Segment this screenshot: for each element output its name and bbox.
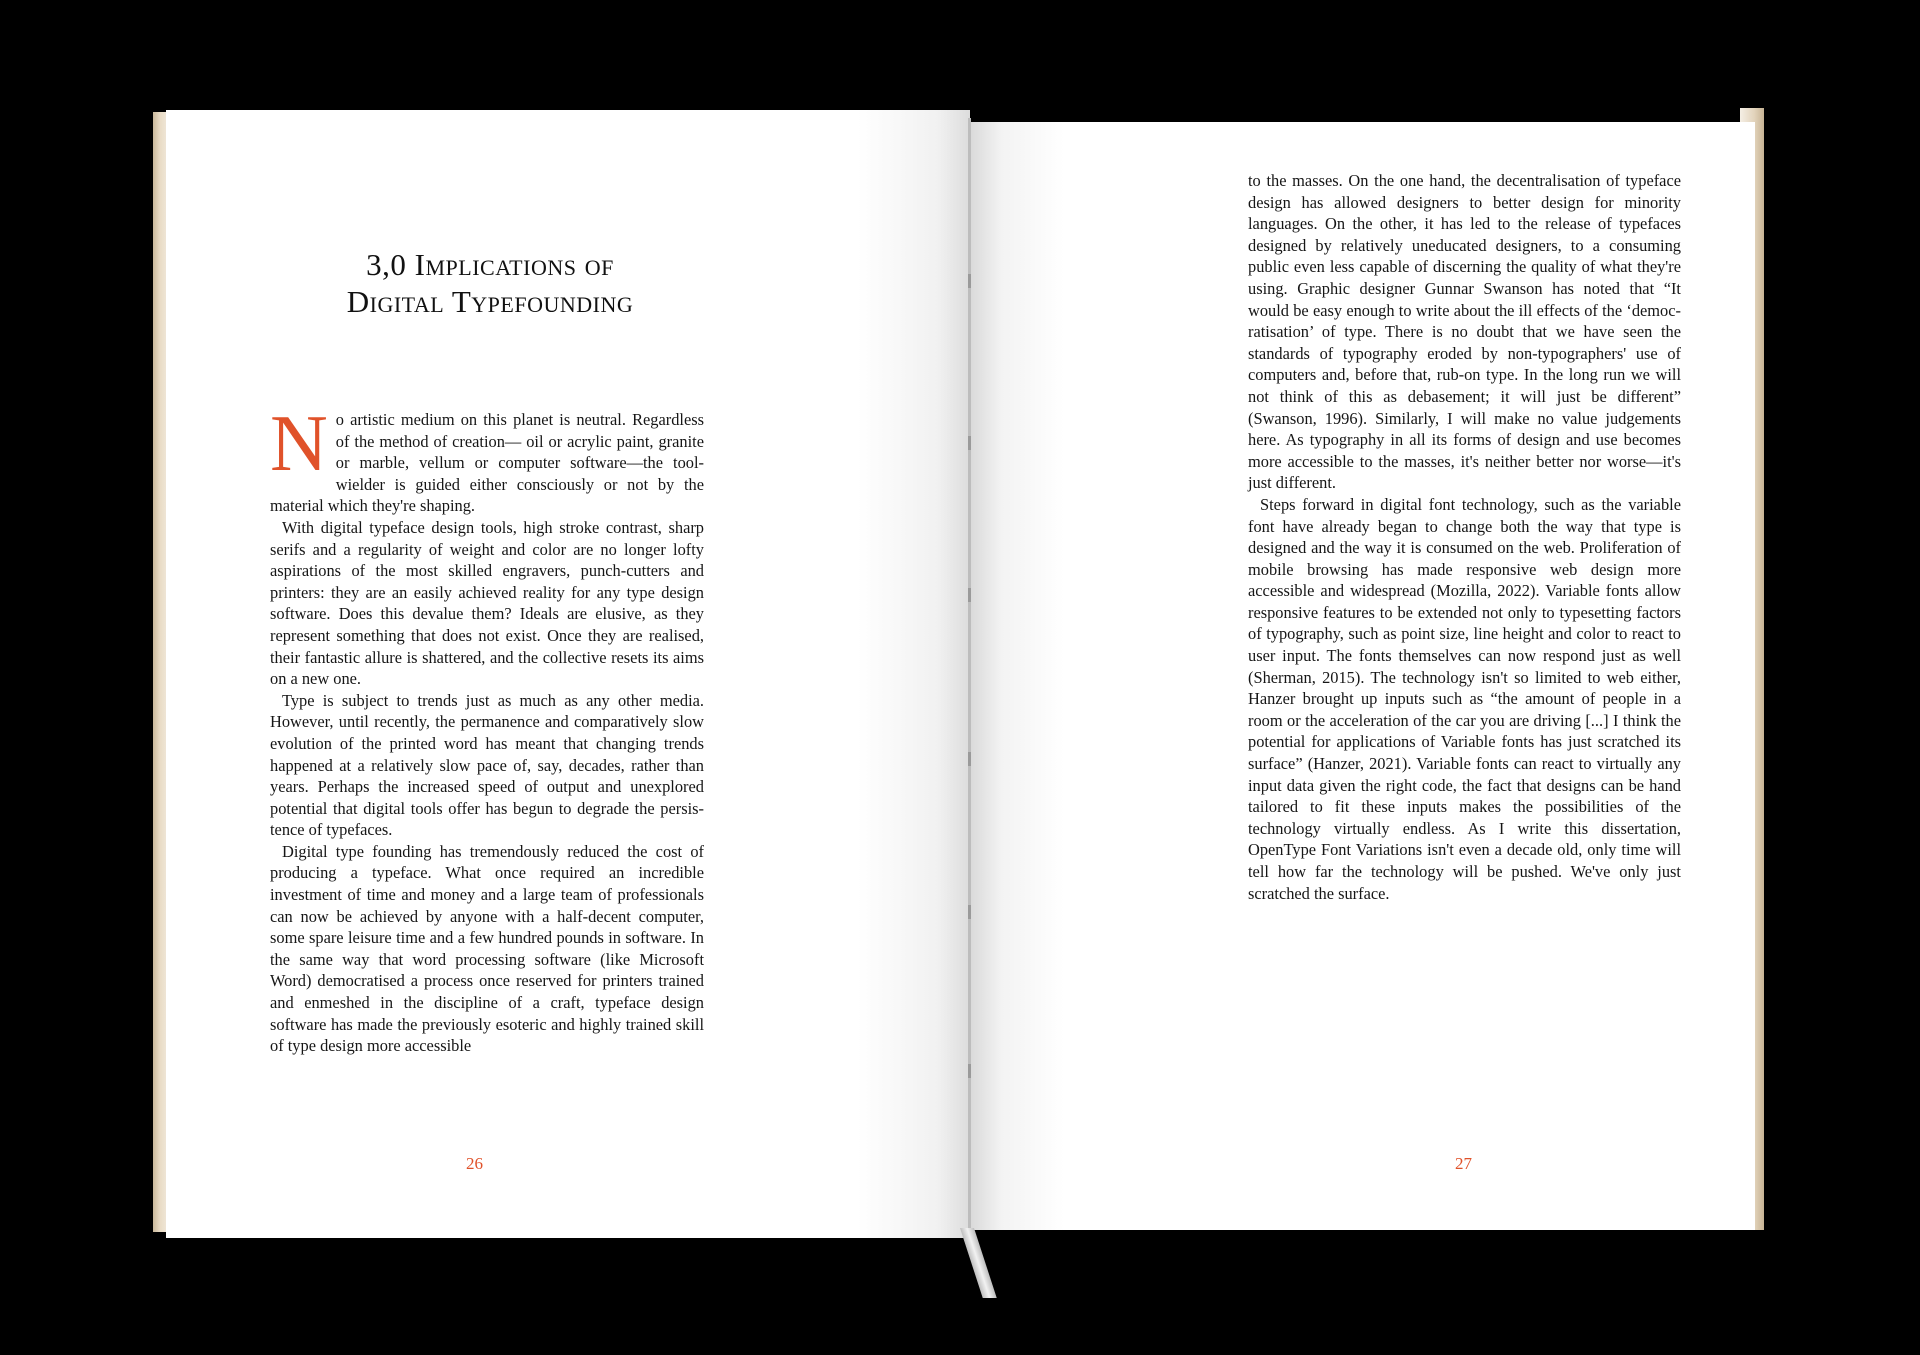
binding-stitch — [968, 274, 971, 288]
paragraph-text: o artistic medium on this planet is neutral. Regardless of the method of creation— oil or acrylic paint, granite or marble, vellum or computer software—the tool-wielder is guided either consciously or not by the material which they're shaping. — [270, 410, 704, 516]
paragraph — [270, 400, 704, 517]
chapter-title-line-2: Digital Typefounding — [346, 284, 634, 319]
paragraph: Steps forward in digital font technology, such as the variable font have already began to change both the way that type is designed and the way it is consumed on the web. Proliferation of mobile browsing has made responsive web design more accessible and widespread (Mozilla, 2022). Variable fonts allow responsive features to be extended not only to typesetting factors of typography, such as point size, line height and color to react to user input. The fonts themselves can now respond just as well (Sherman, 2015). The technology isn't so limited to web either, Hanzer brought up inputs such as “the amount of people in a room or the acceleration of the car you are driving [...] I think the potential for applications of Variable fonts has just scratched its surface” (Hanzer, 2021). Variable fonts can react to virtually any input data given the right code, the fact that designs can be hand tailored to fit these inputs makes the possibilities of the technology virtually endless. As I write this dissertation, OpenType Font Variations isn't even a decade old, only time will tell how far the technology will be pushed. We've only just scratched the surface. — [1248, 494, 1681, 903]
paragraph: Digital type founding has tremendously reduced the cost of producing a typeface. What once required an incredible investment of time and money and a large team of professionals can now be achieved by anyone with a half-decent computer, some spare leisure time and a few hundred pounds in software. In the same way that word processing software (like Microsoft Word) democratised a process once reserved for printers trained and enmeshed in the discipline of a craft, typeface design software has made the previously esoteric and highly trained skill of type design more accessible — [270, 841, 704, 1056]
left-page-body — [270, 400, 704, 1057]
chapter-title-line-1: 3,0 Implications of — [366, 247, 614, 282]
paragraph: With digital typeface design tools, high stroke contrast, sharp serifs and a regularity of weight and color are no longer lofty aspirations of the most skilled engravers, punch-cutters and printers: they are an easily achieved reality for any type design software. Does this devalue them? Ideals are elusive, as they represent something that does not exist. Once they are realised, their fantastic allure is shattered, and the collective resets its aims on a new one. — [270, 517, 704, 689]
page-number-right: 27 — [1455, 1154, 1472, 1173]
ribbon-bookmark — [960, 1228, 997, 1298]
binding-stitch — [968, 436, 971, 450]
binding-stitch — [968, 588, 971, 602]
binding-stitch — [968, 1064, 971, 1078]
chapter-title — [290, 246, 690, 320]
page-number-left: 26 — [466, 1154, 483, 1173]
paragraph: to the masses. On the one hand, the decentralisation of typeface design has allowed designers to better design for minority languages. On the other, it has led to the release of typefaces designed by relatively uneducated designers, to a consuming public even less capable of discerning the quality of what they're using. Graphic designer Gunnar Swanson has noted that “It would be easy enough to write about the ill effects of the ‘democratisation’ of type. There is no doubt that we have seen the standards of typography eroded by non-typographers' use of computers and, before that, rub-on type. In the long run we will not think of this as debasement; it will just be different” (Swanson, 1996). Similarly, I will make no value judgements here. As typography in all its forms of design and use becomes more accessible to the masses, it's neither better nor worse—it's just different. — [1248, 171, 1681, 493]
binding-stitch — [968, 752, 971, 766]
paragraph: Type is subject to trends just as much as any other media. However, until recently, the permanence and comparatively slow evolution of the printed word has meant that changing trends happened at a relatively slow pace of, say, decades, rather than years. Perhaps the increased speed of output and unexplored potential that digital tools offer has begun to degrade the persistence of typefaces. — [270, 690, 704, 840]
drop-cap: N — [270, 400, 328, 488]
right-page-body — [1248, 170, 1681, 904]
binding-stitch — [968, 905, 971, 919]
